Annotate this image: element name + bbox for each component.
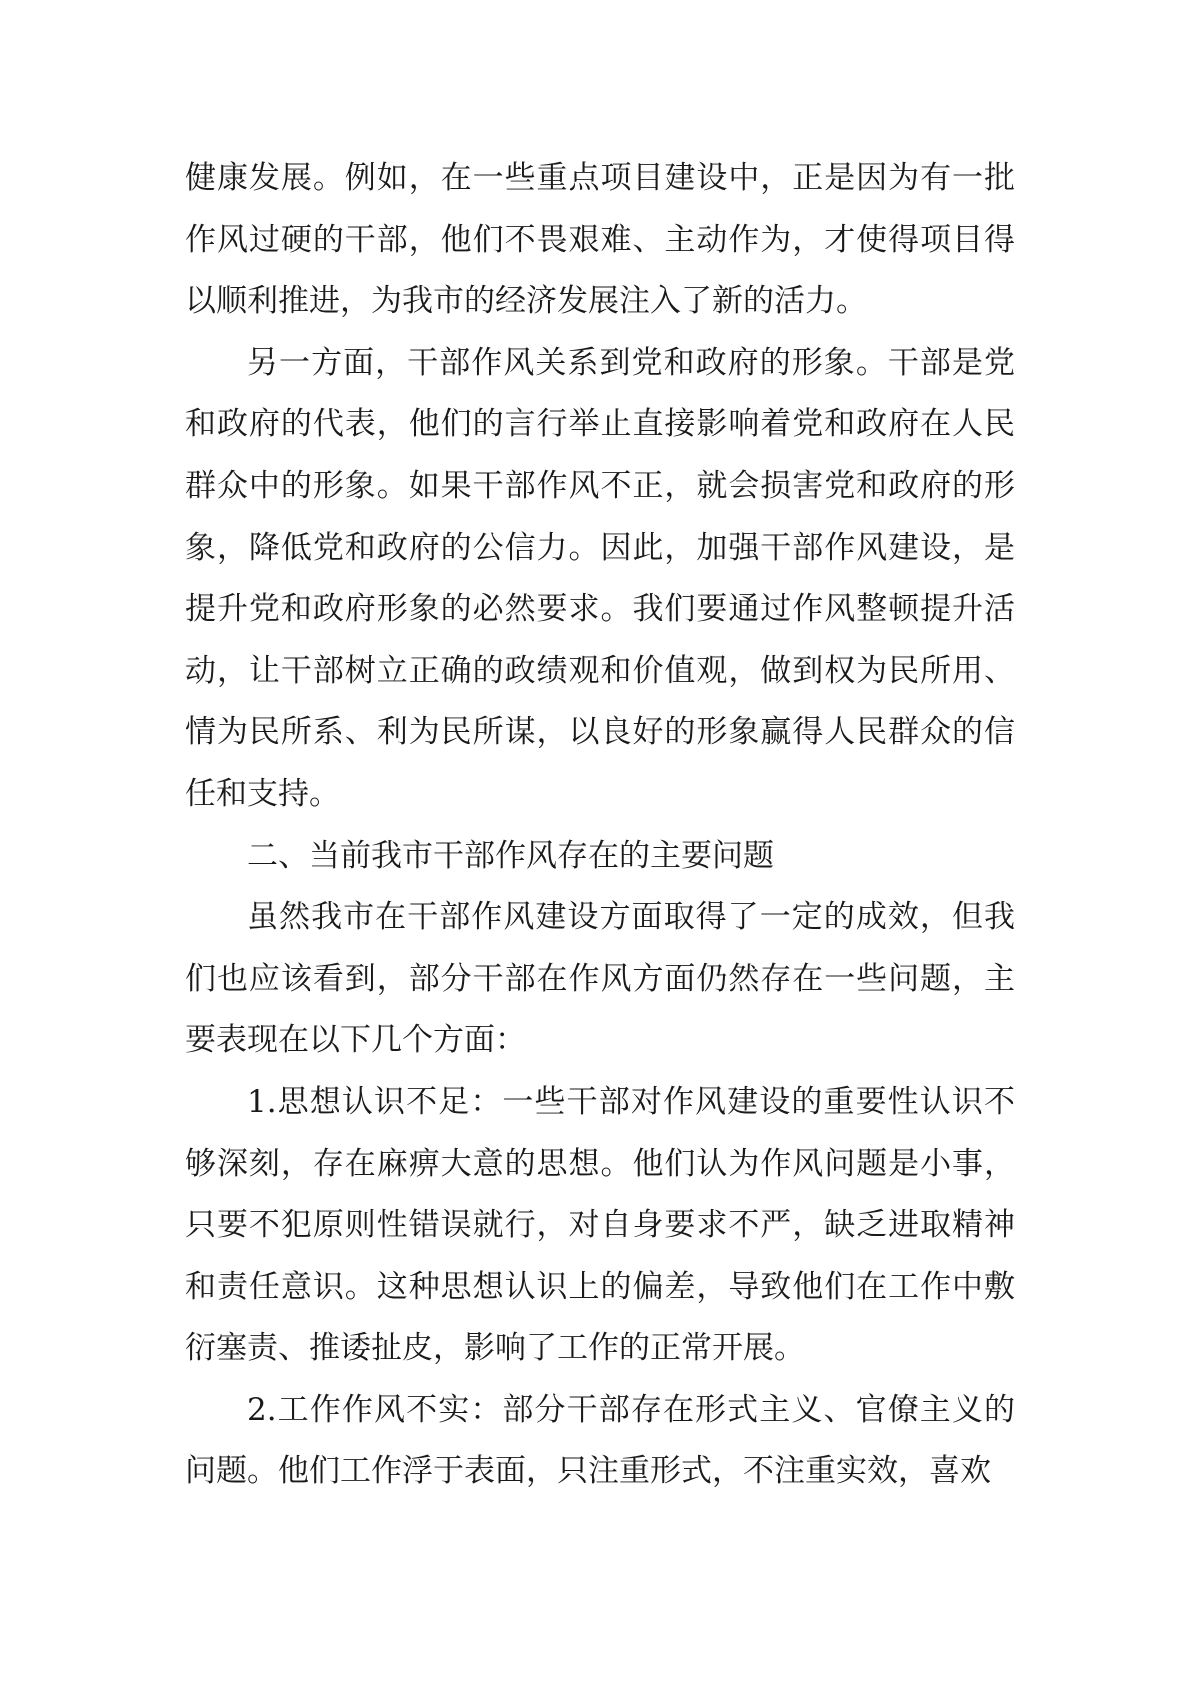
- section-heading: 二、当前我市干部作风存在的主要问题: [247, 837, 774, 874]
- paragraph-party-image: 另一方面，干部作风关系到党和政府的形象。干部是党和政府的代表，他们的言行举止直接影响着党和政府在人民群众中的形象。如果干部作风不正，就会损害党和政府的形象，降低党和政府的公信力。因此，加强干部作风建设，是提升党和政府形象的必然要求。我们要通过作风整顿提升活动，让干部树立正确的政绩观和价值观，做到权为民所用、情为民所系、利为民所谋，以良好的形象赢得人民群众的信任和支持。: [185, 344, 1015, 812]
- paragraph-continuation: 健康发展。例如，在一些重点项目建设中，正是因为有一批作风过硬的干部，他们不畏艰难、主动作为，才使得项目得以顺利推进，为我市的经济发展注入了新的活力。: [185, 160, 1015, 320]
- document-body: [185, 148, 1015, 1503]
- paragraph-problem-1: 1.思想认识不足：一些干部对作风建设的重要性认识不够深刻，存在麻痹大意的思想。他们认为作风问题是小事，只要不犯原则性错误就行，对自身要求不严，缺乏进取精神和责任意识。这种思想认识上的偏差，导致他们在工作中敷衍塞责、推诿扯皮，影响了工作的正常开展。: [185, 1083, 1015, 1367]
- paragraph-problems-intro: 虽然我市在干部作风建设方面取得了一定的成效，但我们也应该看到，部分干部在作风方面仍然存在一些问题，主要表现在以下几个方面：: [185, 899, 1015, 1059]
- paragraph-problem-2: 2.工作作风不实：部分干部存在形式主义、官僚主义的问题。他们工作浮于表面，只注重形式，不注重实效，喜欢: [185, 1391, 1015, 1490]
